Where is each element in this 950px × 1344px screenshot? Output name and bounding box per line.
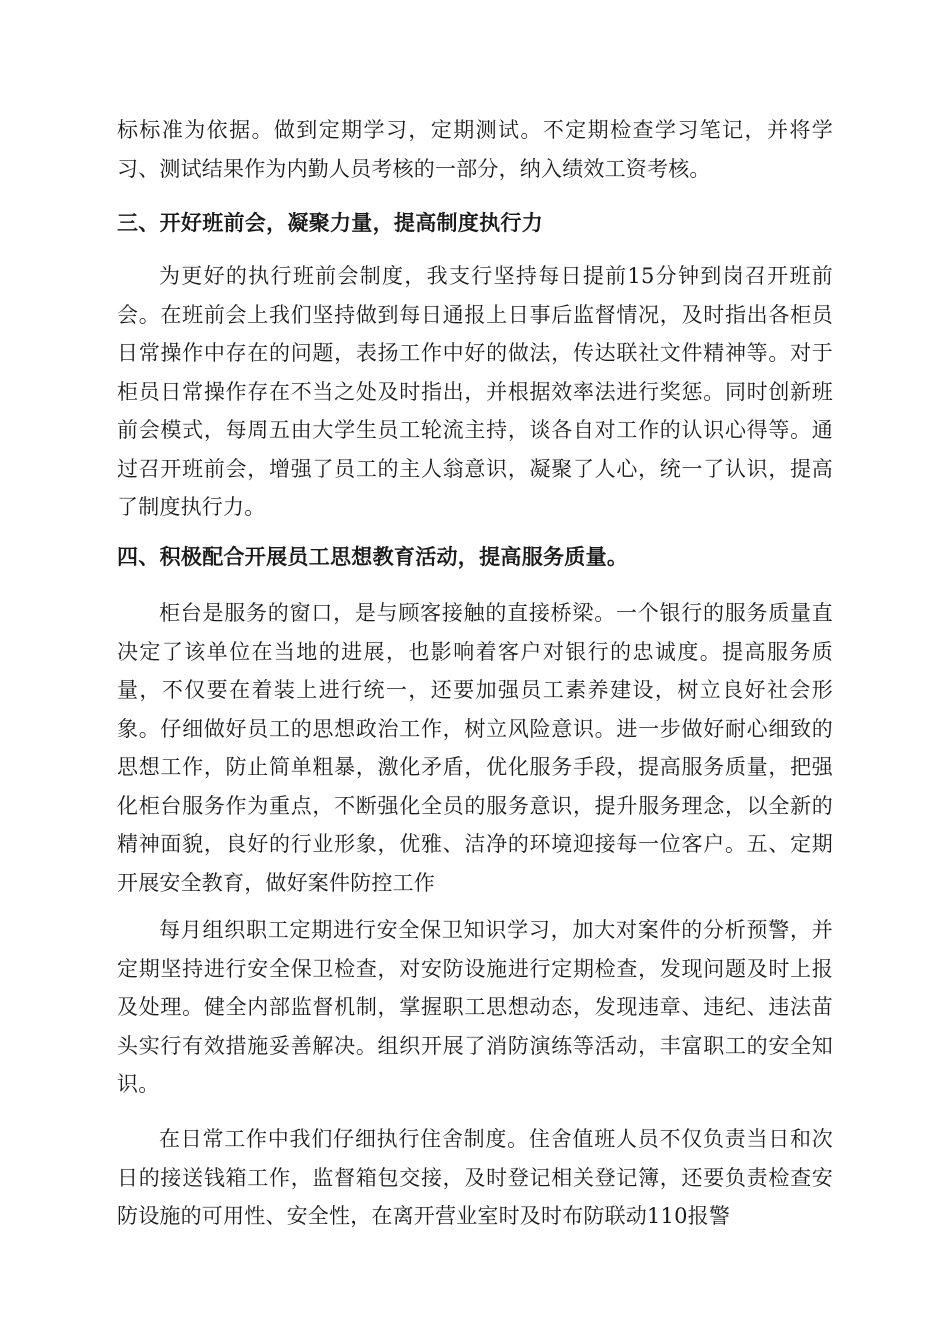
paragraph-section-5-continued: 在日常工作中我们仔细执行住舍制度。住舍值班人员不仅负责当日和次日的接送钱箱工作，监督箱包交接，及时登记相关登记簿，还要负责检查安防设施的可用性、安全性，在离开营业室时及时布防联动110报警 [117,1127,833,1228]
section-heading-4: 四、积极配合开展员工思想教育活动，提高服务质量。 [117,544,629,569]
paragraph-section-4: 柜台是服务的窗口，是与顾客接触的直接桥梁。一个银行的服务质量直决定了该单位在当地的进展，也影响着客户对银行的忠诚度。提高服务质量，不仅要在着装上进行统一，还要加强员工素养建设，树立良好社会形象。仔细做好员工的思想政治工作，树立风险意识。进一步做好耐心细致的思想工作，防止简单粗暴，激化矛盾，优化服务手段，提高服务质量，把强化柜台服务作为重点，不断强化全员的服务意识，提升服务理念，以全新的精神面貌，良好的行业形象，优雅、洁净的环境迎接每一位客户。五、定期开展安全教育，做好案件防控工作 [117,601,833,895]
paragraph-section-5: 每月组织职工定期进行安全保卫知识学习，加大对案件的分析预警，并定期坚持进行安全保卫检查，对安防设施进行定期检查，发现问题及时上报及处理。健全内部监督机制，掌握职工思想动态，发现违章、违纪、违法苗头实行有效措施妥善解决。组织开展了消防演练等活动，丰富职工的安全知识。 [117,918,833,1096]
paragraph-section-3: 为更好的执行班前会制度，我支行坚持每日提前15分钟到岗召开班前会。在班前会上我们坚持做到每日通报上日事后监督情况，及时指出各柜员日常操作中存在的问题，表扬工作中好的做法，传达联社文件精神等。对于柜员日常操作存在不当之处及时指出，并根据效率法进行奖惩。同时创新班前会模式，每周五由大学生员工轮流主持，谈各自对工作的认识心得等。通过召开班前会，增强了员工的主人翁意识，凝聚了人心，统一了认识，提高了制度执行力。 [117,264,833,519]
section-heading-3: 三、开好班前会，凝聚力量，提高制度执行力 [117,210,543,235]
paragraph-continuation: 标标准为依据。做到定期学习，定期测试。不定期检查学习笔记，并将学习、测试结果作为内勤人员考核的一部分，纳入绩效工资考核。 [117,118,833,181]
